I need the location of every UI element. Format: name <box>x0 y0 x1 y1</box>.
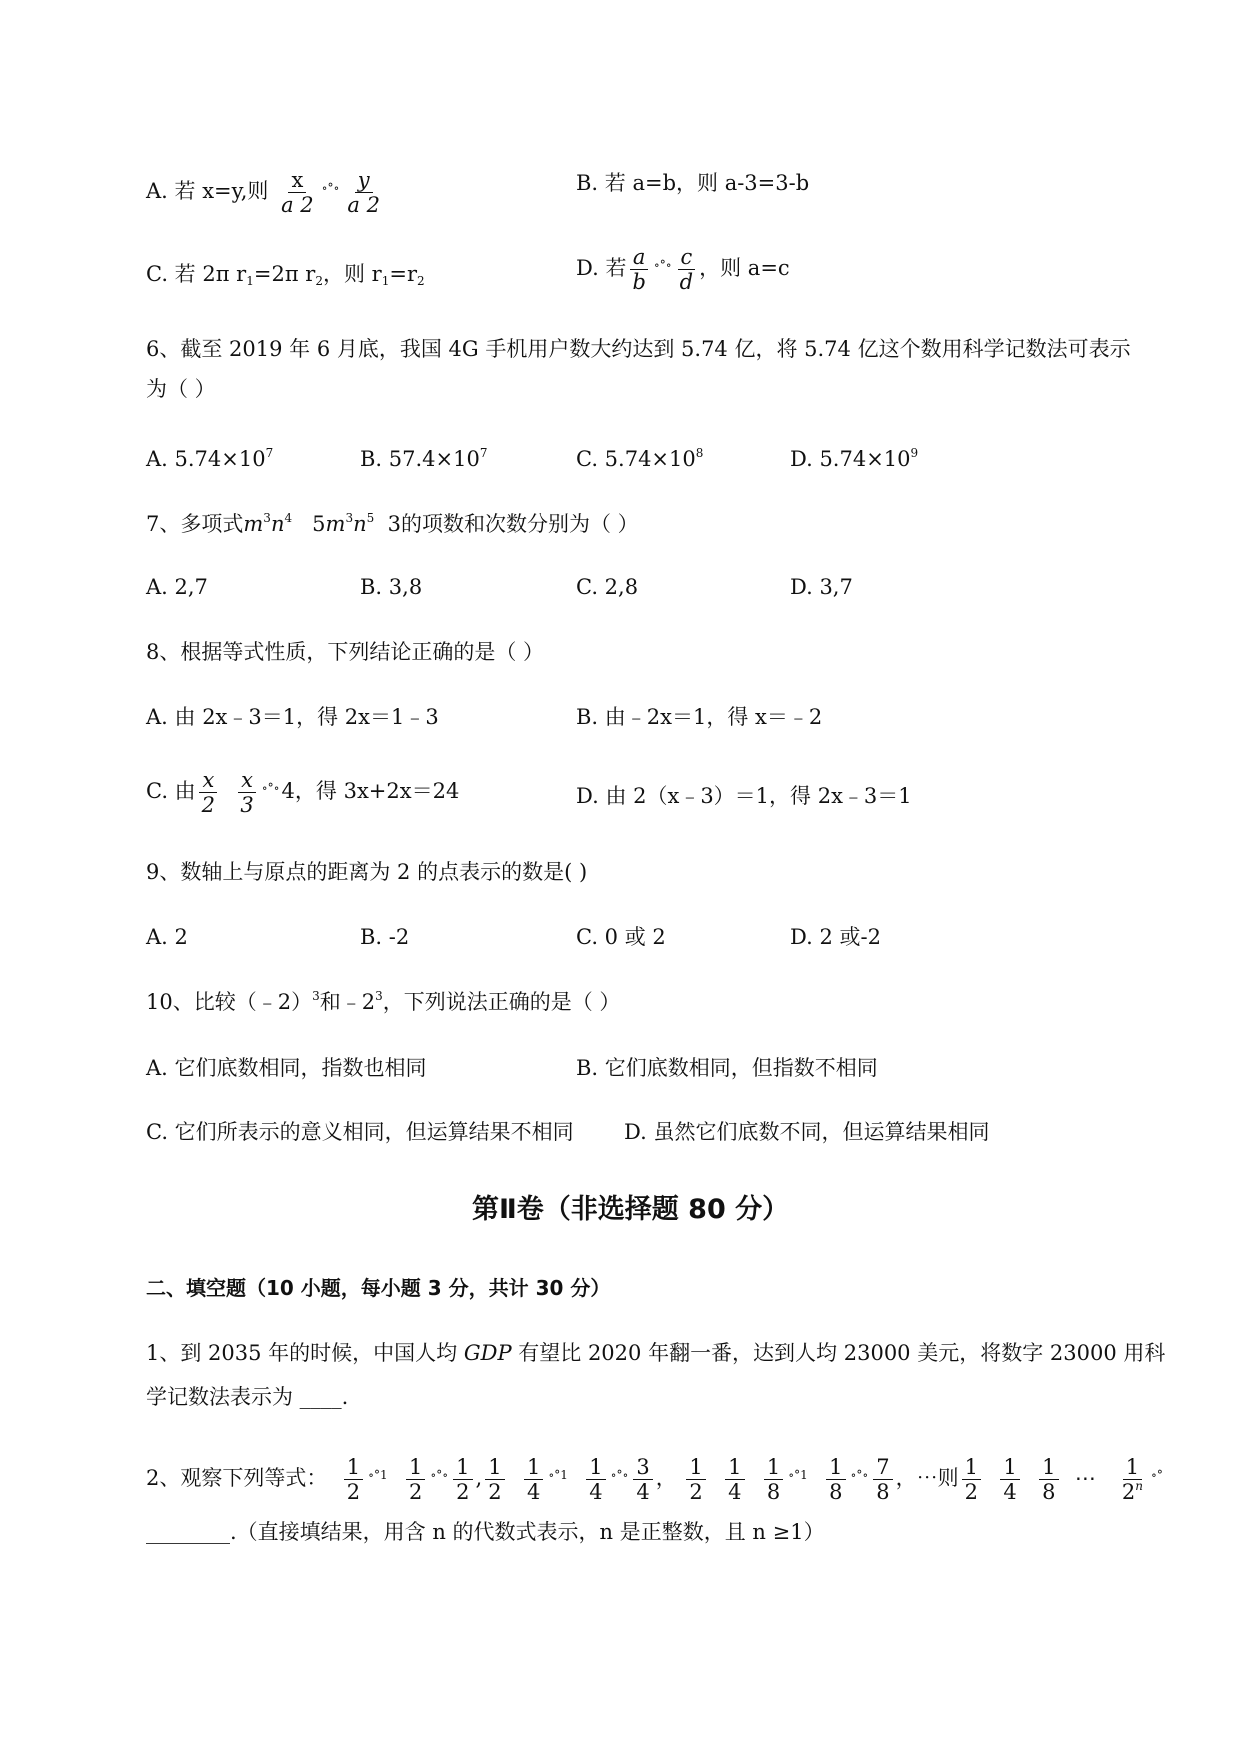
q9-option-c: C. 0 或 2 <box>576 925 666 949</box>
fraction: $\frac{c}{d}$ <box>677 245 696 294</box>
q10-option-d: D. 虽然它们底数不同，但运算结果相同 <box>624 1120 990 1144</box>
fraction: $\frac{a}{b}$ <box>629 245 648 294</box>
fraction: $\frac{1}{2}$ <box>453 1455 472 1504</box>
fraction: $\frac{x}{a 2}$ <box>281 168 314 217</box>
fraction: $\frac{1}{2^n}$ <box>1121 1455 1143 1504</box>
fraction: $\frac{3}{4}$ <box>633 1455 652 1504</box>
q6-stem-line2: 为（ ） <box>146 377 216 401</box>
q6-option-c: C. $5.74\times 10^8$ <box>576 446 704 471</box>
fraction: $\frac{1}{8}$ <box>764 1455 783 1504</box>
q9-option-d: D. 2 或-2 <box>790 925 881 949</box>
q6-option-d: D. $5.74\times 10^9$ <box>790 446 919 471</box>
fraction: $\frac{1}{4}$ <box>725 1455 744 1504</box>
q10-option-a: A. 它们底数相同，指数也相同 <box>146 1056 427 1080</box>
q8-option-b: B. 由﹣2x＝1，得 x＝﹣2 <box>576 705 823 729</box>
q8-option-a: A. 由 2x﹣3＝1，得 2x＝1﹣3 <box>146 705 439 729</box>
fraction: $\frac{1}{8}$ <box>826 1455 845 1504</box>
fraction: $\frac{1}{4}$ <box>1000 1455 1019 1504</box>
fill-2-line1: 2、观察下列等式： $\frac{1}{2}$ $^{\circ^\circ 1}$ $\frac{1}{2}$ ∘°∘ $\frac{1}{2}$ , $\frac{1}{2}$ $\frac{1}{4}$ $^{\circ^\circ 1}$ $\frac{1}{4}$ ∘°∘ $\frac{3}{4}$ ， $\frac{1}{2}$ $\frac{1}{4}$ $\frac{1}{8}$ $^{\circ^\circ 1}$ $\frac{1}{8}$ ∘°∘ $\frac{7}{8}$ ，⋯则 $\frac{1}{2}$ $\frac{1}{4}$ $\frac{1}{8}$ ⋯ $\frac{1}{2^n}$ ∘° <box>146 1455 1163 1504</box>
fraction: $\frac{x}{2}$ <box>199 768 218 817</box>
q5-option-b: B. 若 a=b，则 a-3=3-b <box>576 171 810 195</box>
q6-option-b: B. $57.4\times 10^7$ <box>360 446 488 471</box>
q6-stem-line1: 6、截至 2019 年 6 月底，我国 4G 手机用户数大约达到 5.74 亿，将 5.74 亿这个数用科学记数法可表示 <box>146 337 1131 361</box>
fill-1-line2: 学记数法表示为 ____. <box>146 1385 349 1409</box>
fraction: $\frac{1}{2}$ <box>962 1455 981 1504</box>
fraction: $\frac{1}{2}$ <box>485 1455 504 1504</box>
fraction: $\frac{1}{2}$ <box>686 1455 705 1504</box>
q10-option-c: C. 它们所表示的意义相同，但运算结果不相同 <box>146 1120 574 1144</box>
q7-stem: 7、多项式$m^3n^4$ $5m^3n^5$ 3的项数和次数分别为（ ） <box>146 511 639 536</box>
q9-option-b: B. -2 <box>360 925 410 949</box>
q7-option-c: C. 2,8 <box>576 575 639 599</box>
fraction: $\frac{y}{a 2}$ <box>347 168 380 217</box>
fraction: $\frac{1}{4}$ <box>524 1455 543 1504</box>
q5-option-d: D. 若 $\frac{a}{b}$ ∘°∘ $\frac{c}{d}$ ，则 a=c <box>576 245 790 294</box>
q5-option-a: A. 若 x=y,则 $\frac{x}{a 2}$ ∘°∘ $\frac{y}{a 2}$ <box>146 168 386 217</box>
q5-option-c: C. 若 2π $r_1=2\pi$ $r_2$，则 $r_1=r_2$ <box>146 262 425 288</box>
q6-option-a: A. $5.74\times 10^7$ <box>146 446 274 471</box>
q10-option-b: B. 它们底数相同，但指数不相同 <box>576 1056 878 1080</box>
q7-option-d: D. 3,7 <box>790 575 853 599</box>
fraction: $\frac{1}{4}$ <box>586 1455 605 1504</box>
fraction: $\frac{7}{8}$ <box>873 1455 892 1504</box>
fraction: $\frac{1}{2}$ <box>344 1455 363 1504</box>
section-heading: 二、填空题（10 小题，每小题 3 分，共计 30 分） <box>146 1276 611 1300</box>
q8-option-d: D. 由 2（x﹣3）＝1，得 2x﹣3＝1 <box>576 784 912 808</box>
q7-option-b: B. 3,8 <box>360 575 423 599</box>
q7-option-a: A. 2,7 <box>146 575 208 599</box>
q10-stem: 10、比较（﹣2）$^3$和$﹣2^3$，下列说法正确的是（ ） <box>146 989 621 1014</box>
q8-option-c: C. 由 $\frac{x}{2}$ $\frac{x}{3}$ ∘°∘4，得 3x+2x＝24 <box>146 768 460 817</box>
section-title: 第Ⅱ卷（非选择题 80 分） <box>472 1194 790 1225</box>
fill-1-line1: 1、到 2035 年的时候，中国人均 GDP 有望比 2020 年翻一番，达到人均 23000 美元，将数字 23000 用科 <box>146 1341 1166 1365</box>
q8-stem: 8、根据等式性质，下列结论正确的是（ ） <box>146 640 545 664</box>
fill-2-line2: ________.（直接填结果，用含 n 的代数式表示，n 是正整数，且 n ≥1） <box>146 1520 825 1544</box>
fraction: $\frac{1}{8}$ <box>1039 1455 1058 1504</box>
q9-option-a: A. 2 <box>146 925 188 949</box>
q9-stem: 9、数轴上与原点的距离为 2 的点表示的数是( ) <box>146 860 588 884</box>
fraction: $\frac{x}{3}$ <box>237 768 256 817</box>
fraction: $\frac{1}{2}$ <box>406 1455 425 1504</box>
